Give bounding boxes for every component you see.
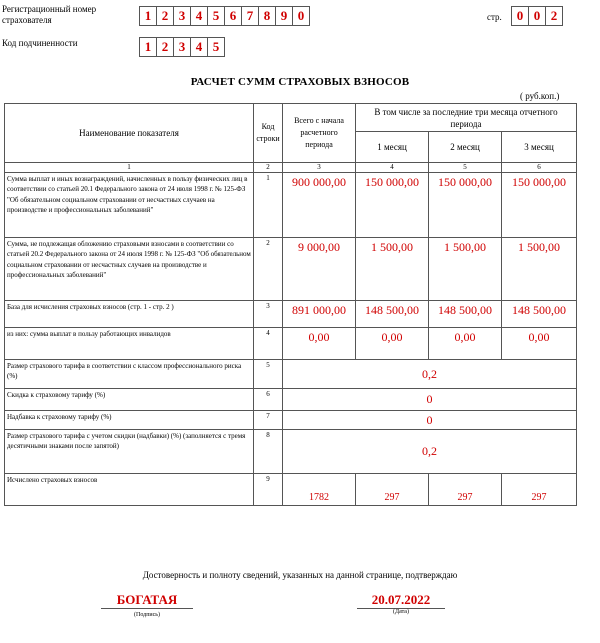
date-caption: (Дата) (393, 609, 409, 615)
row-code: 9 (254, 474, 283, 506)
row-code: 6 (254, 389, 283, 411)
row-name: Размер страхового тарифа в соответствии с классом профессионального риска (%) (5, 360, 254, 389)
value-cell[interactable]: 1 500,00 (429, 238, 502, 301)
table-row (5, 301, 577, 328)
value-cell[interactable]: 891 000,00 (283, 301, 356, 328)
signature-caption: (Подпись) (133, 612, 161, 618)
row-code: 1 (254, 173, 283, 238)
col-month3-header: 3 месяц (502, 132, 577, 163)
value-cell[interactable]: 900 000,00 (283, 173, 356, 238)
page-digit: 2 (545, 6, 563, 26)
page-number-cells[interactable] (511, 6, 562, 26)
row-name: Надбавка к страховому тарифу (%) (5, 411, 254, 430)
sub-digit: 2 (156, 37, 174, 57)
header-row (5, 104, 577, 132)
col-name-header: Наименование показателя (5, 104, 254, 163)
value-cell[interactable]: 148 500,00 (429, 301, 502, 328)
row-code: 3 (254, 301, 283, 328)
reg-digit: 8 (258, 6, 276, 26)
page-digit: 0 (528, 6, 546, 26)
table-row (5, 173, 577, 238)
row-code: 8 (254, 430, 283, 474)
page-label: стр. (487, 12, 502, 22)
reg-digit: 2 (156, 6, 174, 26)
row-name: из них: сумма выплат в пользу работающих инвалидов (5, 328, 254, 360)
table-row (5, 411, 577, 430)
table-row (5, 360, 577, 389)
row-code: 4 (254, 328, 283, 360)
row-name: База для исчисления страховых взносов (стр. 1 - стр. 2 ) (5, 301, 254, 328)
table-row (5, 238, 577, 301)
row-name: Сумма, не подлежащая обложению страховыми взносами в соответствии со статьей 20.2 Федерального закона от 24 июля 1998 г. № 125-ФЗ "Об обязательном социальном страховании от несчастных случаев на производстве и профессиональных заболеваний" (5, 238, 254, 301)
sub-digit: 3 (173, 37, 191, 57)
row-name: Размер страхового тарифа с учетом скидки (надбавки) (%) (заполняется с тремя десятичными знаками после запятой) (5, 430, 254, 474)
reg-number-label: Регистрационный номер страхователя (2, 4, 97, 25)
value-cell[interactable]: 148 500,00 (356, 301, 429, 328)
value-cell[interactable]: 0,00 (356, 328, 429, 360)
col-code-header: Код строки (254, 104, 283, 163)
row-name: Скидка к страховому тарифу (%) (5, 389, 254, 411)
reg-digit: 9 (275, 6, 293, 26)
col-month2-header: 2 месяц (429, 132, 502, 163)
value-cell[interactable]: 297 (502, 474, 577, 506)
confirmation-text: Достоверность и полноту сведений, указанных на данной странице, подтверждаю (142, 570, 458, 580)
merged-value-cell[interactable]: 0,2 (283, 430, 577, 474)
reg-digit: 4 (190, 6, 208, 26)
row-code: 7 (254, 411, 283, 430)
reg-digit: 7 (241, 6, 259, 26)
value-cell[interactable]: 150 000,00 (502, 173, 577, 238)
page-digit: 0 (511, 6, 529, 26)
value-cell[interactable]: 0,00 (502, 328, 577, 360)
sub-digit: 4 (190, 37, 208, 57)
col-number: 2 (254, 163, 283, 173)
value-cell[interactable]: 150 000,00 (356, 173, 429, 238)
value-cell[interactable]: 297 (429, 474, 502, 506)
reg-digit: 0 (292, 6, 310, 26)
row-code: 2 (254, 238, 283, 301)
reg-digit: 3 (173, 6, 191, 26)
table-row (5, 430, 577, 474)
row-code: 5 (254, 360, 283, 389)
signature-field[interactable]: БОГАТАЯ (101, 592, 193, 609)
merged-value-cell[interactable]: 0 (283, 389, 577, 411)
value-cell[interactable]: 0,00 (283, 328, 356, 360)
table-row (5, 389, 577, 411)
value-cell[interactable]: 1 500,00 (502, 238, 577, 301)
row-name: Сумма выплат и иных вознаграждений, начисленных в пользу физических лиц в соответствии со статьей 20.1 Федерального закона от 24 июля 1998 г. № 125-ФЗ "Об обязательном социальном страховании от несчастных случаев на производстве и профессиональных заболеваний" (5, 173, 254, 238)
reg-digit: 1 (139, 6, 157, 26)
date-field[interactable]: 20.07.2022 (357, 592, 445, 609)
col-number: 4 (356, 163, 429, 173)
subordination-code-cells[interactable] (139, 37, 224, 57)
contributions-table (4, 103, 577, 506)
units-label: ( руб.коп.) (520, 91, 560, 101)
page-title: РАСЧЕТ СУММ СТРАХОВЫХ ВЗНОСОВ (190, 76, 410, 88)
col-group-header: В том числе за последние три месяца отчетного периода (356, 104, 577, 132)
value-cell[interactable]: 297 (356, 474, 429, 506)
col-total-header: Всего с начала расчетного периода (283, 104, 356, 163)
col-month1-header: 1 месяц (356, 132, 429, 163)
sub-digit: 1 (139, 37, 157, 57)
reg-digit: 5 (207, 6, 225, 26)
value-cell[interactable]: 0,00 (429, 328, 502, 360)
table-row (5, 474, 577, 506)
value-cell[interactable]: 1782 (283, 474, 356, 506)
col-number: 6 (502, 163, 577, 173)
col-number: 5 (429, 163, 502, 173)
row-name: Исчислено страховых взносов (5, 474, 254, 506)
sub-digit: 5 (207, 37, 225, 57)
value-cell[interactable]: 148 500,00 (502, 301, 577, 328)
reg-number-cells[interactable] (139, 6, 309, 26)
value-cell[interactable]: 9 000,00 (283, 238, 356, 301)
merged-value-cell[interactable]: 0,2 (283, 360, 577, 389)
table-row (5, 328, 577, 360)
reg-digit: 6 (224, 6, 242, 26)
col-number: 1 (5, 163, 254, 173)
subordination-code-label: Код подчиненности (2, 38, 78, 48)
column-numbers-row (5, 163, 577, 173)
col-number: 3 (283, 163, 356, 173)
merged-value-cell[interactable]: 0 (283, 411, 577, 430)
value-cell[interactable]: 1 500,00 (356, 238, 429, 301)
value-cell[interactable]: 150 000,00 (429, 173, 502, 238)
